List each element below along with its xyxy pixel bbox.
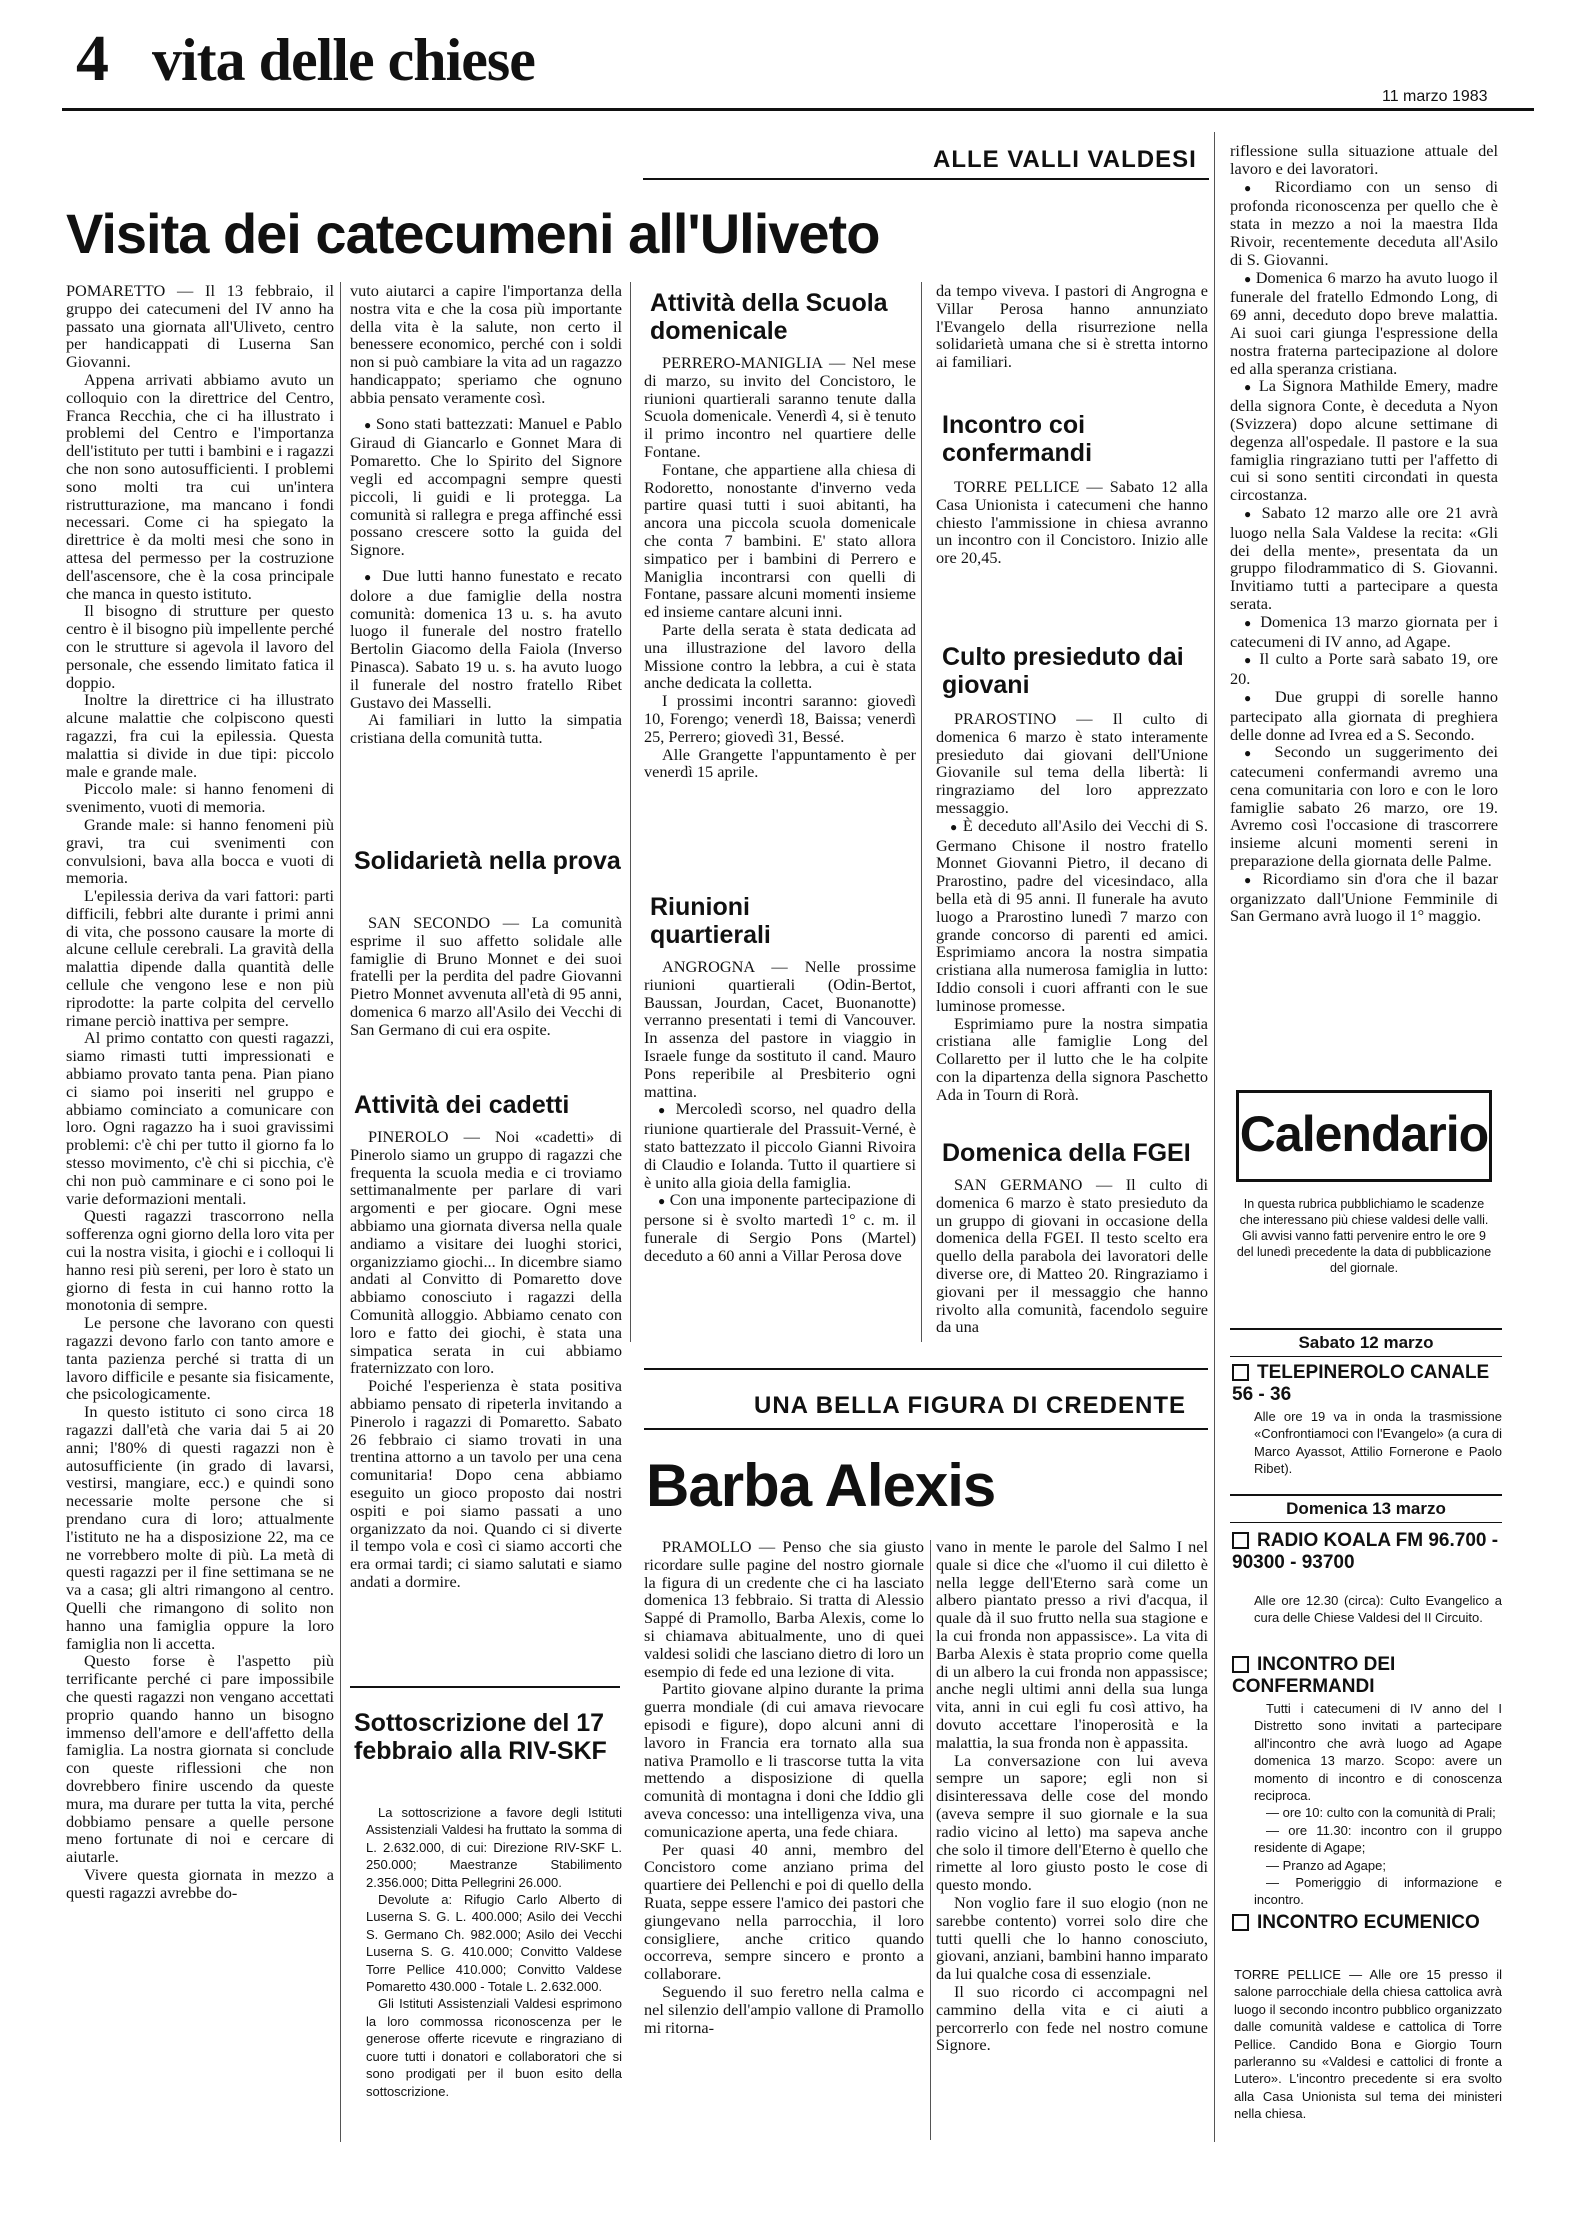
column-divider xyxy=(630,282,631,1342)
calendar-list-item: — Pranzo ad Agape; xyxy=(1266,1857,1386,1873)
calendar-day-domenica: Domenica 13 marzo xyxy=(1230,1494,1502,1523)
notice-4: ● Sabato 12 marzo alle ore 21 avrà luogo nella Sala Valdese la recita: «Gli dei della mente», presentata da un gruppo filodrammatico di S. Giovanni. Invitiamo tutti a partecipare a questa serata. xyxy=(1230,504,1498,613)
article-barba-p7: Il suo ricordo ci accompagni nel cammino della vita e ci aiuti a percorrerlo con fede nel nostro comune Signore. xyxy=(936,1981,1208,2055)
article-barba-p1: Partito giovane alpino durante la prima guerra mondiale (di cui amava rievocare episodi e figure), dopo alcuni anni di lavoro in Francia era tornato alla sua nativa Pramollo e li trascorse tutta la vita mettendo a disposizione di quella comunità di montagna i doni che Iddio gli aveva concesso: una intelligenza viva, una comunicazione aperta, una fede chiara. xyxy=(644,1679,924,1841)
article-barba-p2: Per quasi 40 anni, membro del Concistoro come anziano prima del quartiere dei Pellenchi e poi di quello della Ruata, seppe essere l'amico dei pastori che giungevano nella parrocchia, il loro consigliere, anche critico quando occorreva, sempre sincero e pronto a collaborare. xyxy=(644,1839,924,1984)
article-incontro-text: TORRE PELLICE — Sabato 12 alla Casa Unionista i catecumeni che hanno chiesto l'ammissione in chiesa avranno un incontro con il Concistoro. Inizio alle ore 20,45. xyxy=(936,478,1208,568)
notice-0: riflessione sulla situazione attuale del lavoro e dei lavoratori. xyxy=(1230,142,1498,178)
article-sottoscrizione-p0: La sottoscrizione a favore degli Istituti Assistenziali Valdesi ha fruttato la somma di L. 2.632.000, di cui: Direzione RIV-SKF L. 250.000; Maestranze Stabilimento 2.356.000; Ditta Pellegrini 26.000. xyxy=(366,1805,622,1890)
article-barba-p0: PRAMOLLO — Penso che sia giusto ricordare sulle pagine del nostro giornale la figura di un credente che ci ha lasciato domenica 13 febbraio. Si tratta di Alessio Sappé di Pramollo, Barba Alexis, come lo si chiamava abitualmente, uno di quei valdesi solidi che lasciano dietro di loro un esempio di fede ed una lezione di vita. xyxy=(644,1538,924,1681)
column-divider xyxy=(921,282,922,1342)
calendar-day-sabato: Sabato 12 marzo xyxy=(1230,1328,1502,1357)
notice-1: ● Ricordiamo con un senso di profonda riconoscenza per quello che è stata in mezzo a noi la maestra Ilda Rivoir, recentemente deceduta all'Asilo di S. Giovanni. xyxy=(1230,178,1498,269)
divider-sottoscrizione xyxy=(350,1686,620,1688)
article-scuola xyxy=(644,354,916,874)
notice-5: ● Domenica 13 marzo giornata per i catecumeni di IV anno, ad Agape. xyxy=(1230,613,1498,651)
calendar-item-radio-text: Alle ore 12.30 (circa): Culto Evangelico a cura delle Chiese Valdesi del II Circuito. xyxy=(1254,1593,1502,1626)
article-scuola-p4: Alle Grangette l'appuntamento è per venerdì 15 aprile. xyxy=(644,744,916,782)
article-sottoscrizione-p1: Devolute a: Rifugio Carlo Alberto di Luserna S. G. L. 400.000; Asilo dei Vecchi S. Germano Ch. 982.000; Asilo dei Vecchi Luserna S. G. 410.000; Convitto Valdese Torre Pellice 410.000; Convitto Valdese Pomaretto 430.000 - Totale L. 2.632.000. xyxy=(366,1892,622,1995)
article-sottoscrizione-p2: Gli Istituti Assistenziali Valdesi esprimono la loro commossa riconoscenza per le generose offerte ricevute e ringraziano di cuore tutti i donatori e collaboratori che si sono prodigati per il buon esito della sottoscrizione. xyxy=(366,1996,622,2099)
article-riunioni xyxy=(644,958,916,1342)
article-barba-p4: vano in mente le parole del Salmo I nel quale si dice che «l'uomo il cui diletto è nella legge dell'Eterno sarà come un albero piantato presso a rivi d'acqua, il quale dà il suo frutto nella sua stagione e la cui fronda non appassisce». La vita di Barba Alexis è stata proprio come quella di un albero la cui fronda non appassisce; anche negli ultimi anni della sua lunga vita, anni in cui egli fu così attivo, ha dovuto accettare l'inoperosità e la malattia, la sua fronda non è appassita. xyxy=(936,1538,1208,1752)
article-barba-p6: Non voglio fare il suo elogio (non ne sarebbe contento) vorrei solo dire che tutti quelli che lo hanno conosciuto, giovani, anziani, bambini hanno imparato da lui qualche cosa di essenziale. xyxy=(936,1892,1208,1984)
section-rule xyxy=(644,1368,1208,1370)
calendario-intro: In questa rubrica pubblichiamo le scadenze che interessano più chiese valdesi delle valli. Gli avvisi vanno fatti pervenire entro le ore 9 del lunedì precedente la data di pubblicazione del giornale. xyxy=(1236,1197,1492,1275)
article-uliveto-p1: Appena arrivati abbiamo avuto un colloquio con la direttrice del Centro, Franca Recchia, che ci ha illustrato i problemi del Centro e l'importanza dell'istituto per tutti i bambini e i ragazzi che non sono autosufficienti. I problemi sono molti tra cui un'intera ristrutturazione, ma mancano i fondi necessari. Come ci ha spiegato la direttrice è da molti mesi che sono in attesa del permesso per la costruzione dell'ascensore, che è la cosa principale che manca in questo istituto. xyxy=(66,369,334,603)
article-fgei xyxy=(936,1176,1208,1342)
article-culto-p0: PRAROSTINO — Il culto di domenica 6 marzo è stato interamente presieduto dai giovani dell'Unione Giovanile sul tema della libertà: li ringraziamo del loro apprezzato messaggio. xyxy=(936,710,1208,817)
article-barba-col1 xyxy=(644,1538,924,2138)
article-uliveto-p8: Questi ragazzi trascorrono nella sofferenza ogni giorno della loro vita per cui la nostra visita, i giochi e i colloqui li hanno resi più sereni, per loro è stato un giorno di festa in cui hanno rotto la monotonia di sempre. xyxy=(66,1206,334,1315)
article-scuola-p3: I prossimi incontri saranno: giovedì 10, Forengo; venerdì 18, Baissa; venerdì 25, Perrero; giovedì 31, Bessé. xyxy=(644,691,916,746)
notices-col6 xyxy=(1230,142,1498,1078)
calendar-item-radio-koala xyxy=(1232,1530,1504,1574)
checkbox-icon xyxy=(1232,1532,1249,1549)
article-uliveto-p7: Al primo contatto con questi ragazzi, siamo rimasti tutti impressionati e abbiamo provato tanta pena. Pian piano ci siamo poi inseriti nel gruppo e abbiamo cominciato a comunicare con loro. Ogni ragazzo ha i suoi gravissimi problemi: c'è chi per tutto il giorno fa lo stesso movimento, c'è chi si picchia, c'è chi non può camminare e ci sono poi le varie deformazioni mentali. xyxy=(66,1028,334,1208)
article-uliveto-col2 xyxy=(350,282,622,812)
notice-9: ● Ricordiamo sin d'ora che il bazar organizzato dall'Unione Femminile di San Germano avrà luogo il 1° maggio. xyxy=(1230,870,1498,925)
notice-8: ● Secondo un suggerimento dei catecumeni confermandi avremo una cena comunitaria con loro e con le loro famiglie sabato 26 marzo, ore 19. Avremo così l'occasione di trascorrere insieme alcuni momenti sereni in preparazione della giornata delle Palme. xyxy=(1230,743,1498,870)
article-uliveto-p5: Grande male: si hanno fenomeni più gravi, tra cui svenimenti con convulsioni, bava alla bocca e vuoti di memoria. xyxy=(66,814,334,888)
notice-3: ● La Signora Mathilde Emery, madre della signora Conte, è deceduta a Nyon (Svizzera) dopo alcune settimane di degenza all'ospedale. Il pastore e la sua famiglia ringraziano tutti per l'affetto di cui si sono sentiti circondati in questa circostanza. xyxy=(1230,377,1498,504)
main-headline: Visita dei catecumeni all'Uliveto xyxy=(66,202,880,265)
headline-scuola: Attività della Scuola domenicale xyxy=(650,289,888,345)
calendar-item-title: TELEPINEROLO CANALE 56 - 36 xyxy=(1232,1362,1490,1405)
article-culto-p1: ● È deceduto all'Asilo dei Vecchi di S. Germano Chisone il nostro fratello Monnet Giovanni Pietro, il decano di Prarostino, padre del vicesindaco, alla bella età di 95 anni. Il funerale ha avuto luogo a Prarostino lunedì 7 marzo con grande concorso di parenti ed amici. Esprimiamo ancora la nostra simpatia cristiana alla numerosa famiglia in lutto: Iddio consoli i cuori affranti con le sue luminose promesse. xyxy=(936,817,1208,1015)
column-divider xyxy=(340,282,341,2142)
article-scuola-p0: PERRERO-MANIGLIA — Nel mese di marzo, su invito del Concistoro, le riunioni quartierali saranno tenute dalla Scuola domenicale. Venerdì 4, si è tenuto il primo incontro nel quartiere delle Fontane. xyxy=(644,354,916,461)
article-cadetti-p0: PINEROLO — Noi «cadetti» di Pinerolo siamo un gruppo di ragazzi che frequenta la scuola media e ci troviamo settimanalmente per parlare di vari argomenti e per giocare. Ogni mese abbiamo una giornata diversa nella quale andiamo a visitare dei luoghi storici, organizziamo giochi... In dicembre siamo andati al Convitto di Pomaretto dove abbiamo conosciuto i ragazzi della Comunità alloggio. Abbiamo cenato con loro e fatto dei giochi, è stata una simpatica serata in cui abbiamo fraternizzato con loro. xyxy=(350,1128,622,1378)
article-solidarieta xyxy=(350,914,622,1074)
notice-battesimi: ● Sono stati battezzati: Manuel e Pablo Giraud di Giancarlo e Gonnet Mara di Pomaretto. Che lo Spirito del Signore vegli ed accompagni sempre questi piccoli, li guidi e li protegga. La comunità si rallegra e prega affinché essi possano crescere sotto la guida del Signore. xyxy=(350,415,622,559)
calendar-item-telepinerolo-text: Alle ore 19 va in onda la trasmissione «Confrontiamoci con l'Evangelo» (a cura di Marco Ayassot, Attilio Fornerone e Paolo Ribet). xyxy=(1254,1409,1502,1477)
article-uliveto-cont: vuto aiutarci a capire l'importanza della nostra vita e che la cosa più importante della vita è la salute, non certo il benessere economico, perché con i soldi non si può cambiare la vita ad un ragazzo handicappato; speriamo che ognuno abbia pensato veramente così. xyxy=(350,282,622,407)
headline-fgei: Domenica della FGEI xyxy=(942,1139,1191,1167)
article-uliveto-p6: L'epilessia deriva da vari fattori: parti difficili, febbri alte durante i primi anni di vita, che possono causare la morte di alcune cellule cerebrali. La gravità della malattia dipende dalla quantità delle cellule che vengono lese e non più riprodotte: la parte colpita del cervello rimane perciò inattiva per sempre. xyxy=(66,886,334,1030)
notice-2: ● Domenica 6 marzo ha avuto luogo il funerale del fratello Edmondo Long, di 69 anni, deceduto dopo breve malattia. Ai suoi cari giunga l'espressione della nostra fraterna partecipazione al dolore ed alla speranza cristiana. xyxy=(1230,269,1498,378)
section-rule xyxy=(644,1428,1208,1430)
article-uliveto-p12: Vivere questa giornata in mezzo a questi ragazzi avrebbe do- xyxy=(66,1864,334,1902)
calendar-item-title: RADIO KOALA FM 96.700 - 90300 - 93700 xyxy=(1232,1530,1499,1573)
article-fgei-text: SAN GERMANO — Il culto di domenica 6 marzo è stato presieduto da un gruppo di giovani in occasione della domenica della FGEI. Il testo scelto era quello della parabola dei lavoratori delle diverse ore, di Matteo 20. Ringraziamo i giovani per il messaggio che hanno rivolto alla comunità, facendolo seguire da una xyxy=(936,1176,1208,1337)
headline-incontro: Incontro coi confermandi xyxy=(942,411,1093,467)
article-uliveto-p4: Piccolo male: si hanno fenomeni di svenimento, vuoti di memoria. xyxy=(66,779,334,817)
article-barba-col2 xyxy=(936,1538,1208,2138)
column-divider xyxy=(930,1540,931,2140)
article-uliveto-p2: Il bisogno di strutture per questo centro è il bisogno più impellente perché con le strutture si agevola il lavoro del personale, che essendo limitato fatica il doppio. xyxy=(66,601,334,692)
calendar-item-confermandi-desc: Tutti i catecumeni di IV anno del I Distretto sono invitati a partecipare all'incontro che avrà luogo ad Agape domenica 13 marzo. Scopo: avere un momento di incontro e di conoscenza reciproca. xyxy=(1254,1701,1502,1804)
headline-sottoscrizione: Sottoscrizione del 17 febbraio alla RIV-SKF xyxy=(354,1709,607,1765)
article-culto-p2: Esprimiamo pure la nostra simpatia cristiana alle famiglie Long del Collaretto per il lutto che le ha colpite con la dipartenza della signora Paschetto Ada in Tourn di Rorà. xyxy=(936,1013,1208,1104)
masthead-rule xyxy=(62,108,1534,111)
calendar-item-title: INCONTRO ECUMENICO xyxy=(1257,1912,1480,1933)
section-rule xyxy=(643,178,1209,180)
issue-date: 11 marzo 1983 xyxy=(1382,88,1488,105)
notice-simpatia: Ai familiari in lutto la simpatia cristiana della comunità tutta. xyxy=(350,710,622,748)
article-uliveto-p10: In questo istituto ci sono circa 18 ragazzi dall'età che varia dai 5 ai 20 anni; l'80% di questi ragazzi non è autosufficiente (in grado di lavarsi, vestirsi, mangiare, ecc.) e quindi sono necessarie molte persone che si prendano cura di loro; attualmente l'istituto ne ha a disposizione 22, ma ce ne vorrebbero molte di più. La metà di questi ragazzi per il fine settimana se ne va a casa; gli altri rimangono al centro. Quelli che rimangono di solito non hanno una famiglia oppure la loro famiglia non li accetta. xyxy=(66,1402,334,1653)
section-heading-credente: UNA BELLA FIGURA DI CREDENTE xyxy=(754,1392,1186,1419)
calendar-item-telepinerolo xyxy=(1232,1362,1502,1406)
headline-barba-alexis: Barba Alexis xyxy=(646,1452,996,1519)
article-riunioni-cont xyxy=(936,282,1208,394)
page-number: 4 xyxy=(76,22,109,95)
article-uliveto-p9: Le persone che lavorano con questi ragazzi devono farlo con tanto amore e tanta pazienza perché si tratta di un lavoro difficile e pesante sia fisicamente, che psicologicamente. xyxy=(66,1313,334,1404)
article-scuola-p1: Fontane, che appartiene alla chiesa di Rodoretto, nonostante d'inverno veda partire quasi tutti i suoi abitanti, ha ancora una piccola scuola domenicale che conta 7 bambini. E' stato allora simpatico per i bambini di Perrero e Maniglia incontrarsi con quelli di Fontane, passare alcuni momenti insieme ed insieme cantare alcuni inni. xyxy=(644,459,916,622)
section-heading-valli: ALLE VALLI VALDESI xyxy=(933,146,1197,173)
newspaper-section-title: vita delle chiese xyxy=(152,27,535,93)
calendar-list-item: — ore 11.30: incontro con il gruppo residente di Agape; xyxy=(1254,1822,1502,1856)
headline-cadetti: Attività dei cadetti xyxy=(354,1091,570,1119)
notice-lutti: ● Due lutti hanno funestato e recato dolore a due famiglie della nostra comunità: domenica 13 u. s. ha avuto luogo il funerale del nostro fratello Bertolin Giacomo della Faiola (Inverso Pinasca). Sabato 19 u. s. ha avuto luogo il funerale del nostro fratello Ribet Gustavo dei Masselli. xyxy=(350,567,622,711)
calendar-item-ecumenico xyxy=(1232,1912,1504,1934)
calendar-item-title: INCONTRO DEI CONFERMANDI xyxy=(1232,1654,1396,1697)
article-uliveto-col1 xyxy=(66,282,334,2132)
checkbox-icon xyxy=(1232,1364,1249,1381)
calendar-list-item: — Pomeriggio di informazione e incontro. xyxy=(1254,1875,1502,1908)
checkbox-icon xyxy=(1232,1656,1249,1673)
article-uliveto-p0: POMARETTO — Il 13 febbraio, il gruppo dei catecumeni del IV anno ha passato una giornata all'Uliveto, centro per handicappati di Luserna San Giovanni. xyxy=(66,282,334,372)
headline-riunioni: Riunioni quartierali xyxy=(650,893,771,949)
notice-7: ● Due gruppi di sorelle hanno partecipato alla giornata di preghiera delle donne ad Ivrea ed a S. Secondo. xyxy=(1230,688,1498,743)
article-solidarieta-text: SAN SECONDO — La comunità esprime il suo affetto solidale alle famiglie di Bruno Monnet e dei suoi fratelli per la perdita del padre Giovanni Pietro Monnet avvenuta all'età di 95 anni, domenica 6 marzo all'Asilo dei Vecchi di San Germano di cui era ospite. xyxy=(350,914,622,1039)
calendar-item-confermandi-text xyxy=(1254,1700,1502,1910)
notice-6: ● Il culto a Porte sarà sabato 19, ore 20. xyxy=(1230,650,1498,688)
article-uliveto-p3: Inoltre la direttrice ci ha illustrato alcune malattie che colpiscono questi ragazzi, fra cui la epilessia. Questa malattia si divide in due tipi: piccolo male e grande male. xyxy=(66,690,334,781)
column-divider xyxy=(1214,132,1215,2142)
calendar-list-item: — ore 10: culto con la comunità di Prali; xyxy=(1266,1805,1496,1821)
article-barba-p5: La conversazione con lui aveva sempre un sapore; egli non si disinteressava delle cose del mondo (aveva sempre il suo giornale e la sua radio vicino al letto) ma sapeva anche che solo il timore dell'Eterno è quello che rimette al loro giusto posto le cose di questo mondo. xyxy=(936,1750,1208,1895)
calendario-title: Calendario xyxy=(1236,1090,1492,1182)
calendar-item-ecumenico-text: TORRE PELLICE — Alle ore 15 presso il salone parrocchiale della chiesa cattolica avrà luogo il secondo incontro pubblico organizzato dalle comunità valdese e cattolica di Torre Pellice. Candido Bona e Giorgio Tourn parleranno su «Valdesi e cattolici di fronte a Lutero». L'incontro precedente si era svolto alla Casa Unionista sul tema dei ministeri nella chiesa. xyxy=(1234,1967,1502,2122)
article-culto xyxy=(936,710,1208,1130)
article-riunioni-p1: ● Mercoledì scorso, nel quadro della riunione quartierale del Prassuit-Verné, è stato battezzato il piccolo Gianni Rivoira di Claudio e Iolanda. Tutto il quartiere si è unito alla gioia della famiglia. xyxy=(644,1100,916,1191)
article-sottoscrizione xyxy=(366,1804,622,2134)
article-riunioni-cont-text: da tempo viveva. I pastori di Angrogna e Villar Perosa hanno annunziato l'Evangelo della risurrezione nella solidarietà umana che si è stretta intorno ai familiari. xyxy=(936,282,1208,372)
article-riunioni-p0: ANGROGNA — Nelle prossime riunioni quartierali (Odin-Bertot, Baussan, Jourdan, Cacet, Buonanotte) verranno presentati i temi di Vancouver. In assenza del pastore in viaggio in Israele funge da sostituto il cand. Mauro Pons reperibile al Presbiterio ogni mattina. xyxy=(644,958,916,1101)
calendar-item-confermandi xyxy=(1232,1654,1504,1698)
article-scuola-p2: Parte della serata è stata dedicata ad una illustrazione del lavoro della Missione contro la lebbra, a cui è stata anche dedicata la colletta. xyxy=(644,619,916,693)
article-barba-p3: Seguendo il suo feretro nella calma e nel silenzio dell'ampio vallone di Pramollo mi ritorna- xyxy=(644,1981,924,2037)
article-cadetti-p1: Poiché l'esperienza è stata positiva abbiamo pensato di ripeterla invitando a Pinerolo i ragazzi di Pomaretto. Sabato 26 febbraio ci siamo trovati in una trentina attorno a un tavolo per una cena comunitaria! Dopo cena abbiamo eseguito un gioco proposto dai nostri ospiti e poi siamo passati a uno organizzato da noi. Quando ci si diverte il tempo vola e così ci siamo accorti che era ormai tardi; ci siamo salutati e siamo andati a dormire. xyxy=(350,1376,622,1591)
checkbox-icon xyxy=(1232,1914,1249,1931)
article-cadetti xyxy=(350,1128,622,1688)
article-uliveto-p11: Questo forse è l'aspetto più terrificante perché ci pare impossibile che questi ragazzi non vengano accettati proprio quando hanno un bisogno immenso dell'amore e dell'affetto della famiglia. La nostra giornata si conclude con queste riflessioni che non dovrebbero finire uscendo da queste mura, ma durare per tutta la vita, perché dobbiamo pensare a quelle persone meno fortunate di noi e cercare di aiutarle. xyxy=(66,1651,334,1867)
article-incontro xyxy=(936,478,1208,628)
headline-culto: Culto presieduto dai giovani xyxy=(942,643,1184,699)
article-riunioni-p2: ● Con una imponente partecipazione di persone si è svolto martedì 1° c. m. il funerale di Sergio Pons (Martel) deceduto a 60 anni a Villar Perosa dove xyxy=(644,1191,916,1264)
headline-solidarieta: Solidarietà nella prova xyxy=(354,847,621,875)
